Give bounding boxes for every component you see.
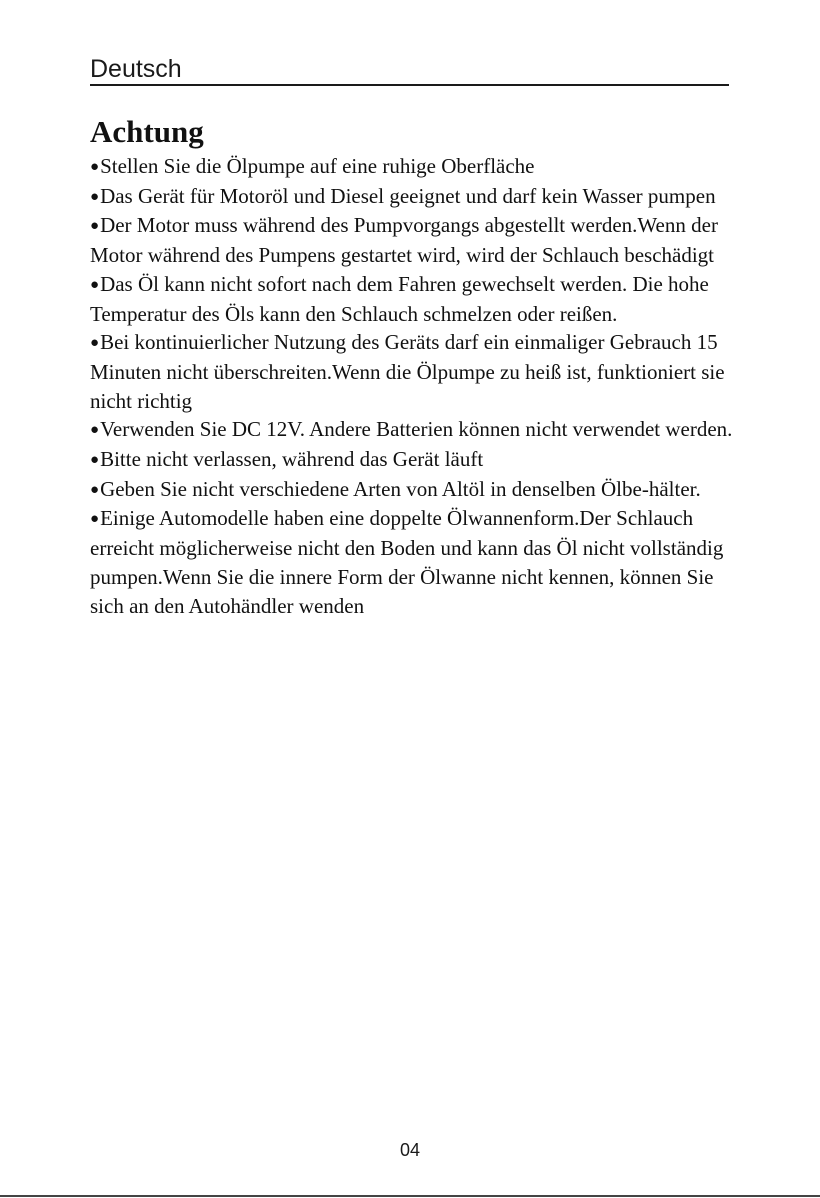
warning-text: Das Öl kann nicht sofort nach dem Fahren gewechselt werden. Die hohe Temperatur des Öls kann den Schlauch schmelzen oder reißen.	[90, 271, 709, 326]
bullet-icon: ●	[90, 159, 100, 175]
warning-item	[90, 445, 740, 475]
warning-item	[90, 211, 740, 269]
warning-text: Der Motor muss während des Pumpvorgangs abgestellt werden.Wenn der Motor während des Pumpens gestartet wird, wird der Schlauch beschädigt	[90, 213, 718, 268]
warning-text: Stellen Sie die Ölpumpe auf eine ruhige Oberfläche	[100, 154, 535, 178]
warning-item	[90, 475, 740, 505]
warning-item	[90, 328, 740, 415]
warning-list	[90, 152, 740, 620]
warning-item	[90, 182, 740, 212]
warning-text: Verwenden Sie DC 12V. Andere Batterien können nicht verwendet werden.	[100, 417, 733, 442]
bullet-icon: ●	[90, 481, 100, 498]
warning-item	[90, 270, 740, 328]
warning-item	[90, 504, 740, 620]
bullet-icon: ●	[90, 188, 100, 205]
bullet-icon: ●	[90, 452, 100, 469]
header-divider	[90, 84, 729, 86]
bullet-icon: ●	[90, 422, 100, 439]
section-title: Achtung	[90, 114, 204, 149]
bullet-icon: ●	[90, 335, 100, 352]
warning-text: Geben Sie nicht verschiedene Arten von Altöl in denselben Ölbe-hälter.	[100, 476, 701, 501]
bottom-border	[0, 1195, 820, 1197]
warning-text: Das Gerät für Motoröl und Diesel geeignet und darf kein Wasser pumpen	[100, 183, 716, 208]
warning-text: Bei kontinuierlicher Nutzung des Geräts darf ein einmaliger Gebrauch 15 Minuten nicht überschreiten.Wenn die Ölpumpe zu heiß ist, funktioniert sie nicht richtig	[90, 330, 725, 413]
bullet-icon: ●	[90, 511, 100, 528]
warning-item	[90, 152, 740, 182]
bullet-icon: ●	[90, 276, 100, 293]
warning-item	[90, 415, 740, 445]
bullet-icon: ●	[90, 218, 100, 235]
page-number: 04	[399, 1140, 421, 1160]
warning-text: Einige Automodelle haben eine doppelte Ölwannenform.Der Schlauch erreicht möglicherweise nicht den Boden und kann das Öl nicht vollständig pumpen.Wenn Sie die innere Form der Ölwanne nicht kennen, können Sie sich an den Autohändler wenden	[90, 506, 724, 618]
language-header: Deutsch	[90, 55, 182, 83]
warning-text: Bitte nicht verlassen, während das Gerät läuft	[100, 447, 484, 472]
